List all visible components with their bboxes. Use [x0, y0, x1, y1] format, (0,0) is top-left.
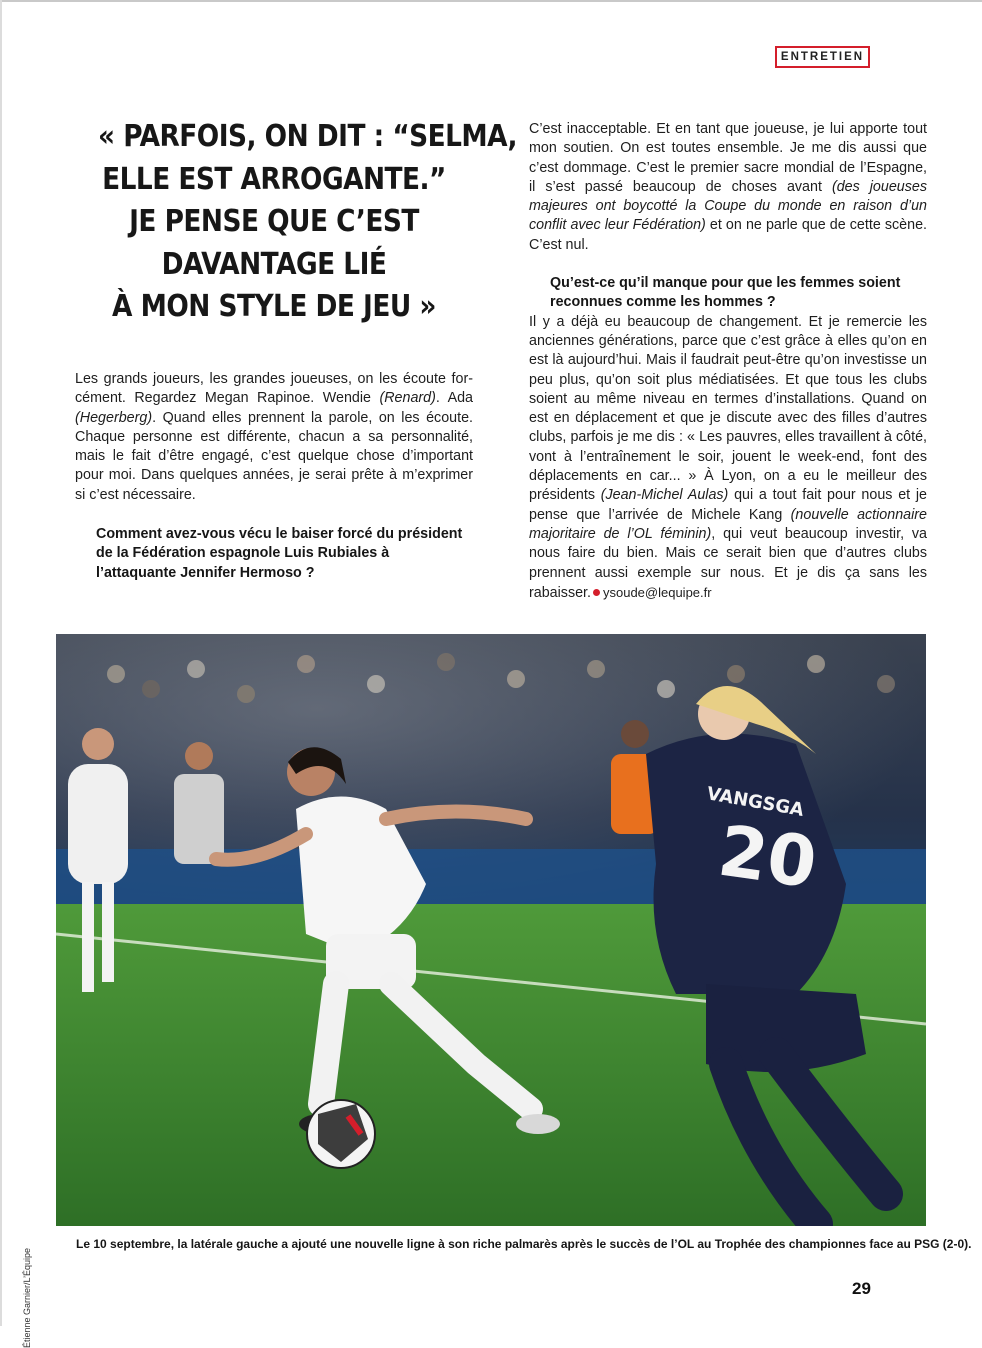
answer-paragraph	[75, 370, 473, 505]
page-top-border	[0, 0, 982, 2]
pull-quote	[98, 116, 518, 329]
text-run: , qui veut beaucoup investir, va nous faire du bien. Mais ce serait bien que d’autres clubs prennent aussi exemple sur nous. Et je dis ça sans les rabaisser.	[529, 525, 928, 601]
question-line: Qu’est-ce qu’il manque pour que les femmes soient	[550, 275, 901, 292]
text-run-italic: (nouvelle actionnaire majoritaire de l’OL féminin)	[529, 506, 928, 542]
match-photo-illustration	[56, 634, 926, 1226]
text-run: Les grands joueurs, les grandes joueuses, on les écoute for-	[75, 371, 473, 387]
text-run: et on ne parle que de cette scène. C’est nul.	[529, 217, 928, 253]
text-run-italic: (des joueuses majeures ont boycotté la Coupe du monde en raison d’un conflit avec leur Fédération)	[529, 178, 927, 234]
photo-credit-wrapper	[22, 1216, 142, 1348]
text-run: qui a tout fait pour nous et je pense que l’arrivée de Michele Kang	[529, 487, 927, 523]
pull-quote-line: JE PENSE QUE C’EST	[129, 204, 419, 239]
pull-quote-line: DAVANTAGE LIÉ	[161, 246, 387, 282]
answer-paragraph	[529, 120, 927, 255]
photo-caption: Le 10 septembre, la latérale gauche a ajouté une nouvelle ligne à son riche palmarès après le succès de l’OL au Trophée des championnes face au PSG (2-0).	[76, 1237, 972, 1251]
question-line: Comment avez-vous vécu le baiser forcé du président	[96, 526, 463, 543]
left-column	[75, 370, 473, 583]
page-number: 29	[852, 1279, 871, 1298]
interview-question	[75, 525, 473, 583]
text-run: . Ada	[435, 390, 474, 407]
photo-credit: Étienne Garnier/L’Équipe	[22, 1247, 32, 1348]
jersey-number: 20	[713, 809, 822, 905]
text-run: Il y a déjà eu beaucoup de changement. Et je remercie les anciennes générations, parce que c’est grâce à elles qu’on en est là aujourd’hui. Mais il faudrait peut-être qu’on investisse un peu plus, qu’on soit plus médiatisées. Et que tous les clubs soient au même niveau en termes d’installations. Quand on est en déplacement et que je discute avec des filles d’autres clubs, parfois je me dis : « Les pauvres, elles travaillent à côté, vont à l’entraînement le soir, jouent le week-end, font des déplacements en car... » À Lyon, on a eu le meilleur des présidents	[529, 313, 927, 504]
pull-quote-line: « PARFOIS, ON DIT : “SELMA,	[98, 119, 518, 154]
football	[307, 1100, 375, 1168]
text-run-italic: (Jean-Michel Aulas)	[600, 487, 729, 504]
question-line: de la Fédération espagnole Luis Rubiales à	[96, 545, 390, 562]
pull-quote-line: À MON STYLE DE JEU »	[112, 289, 436, 324]
jersey-name: VANGSGA	[705, 783, 806, 821]
pull-quote-line: ELLE EST ARROGANTE.”	[102, 161, 446, 197]
question-line: reconnues comme les hommes ?	[550, 294, 776, 311]
author-email: ysoude@lequipe.fr	[602, 584, 712, 600]
right-column	[529, 120, 927, 603]
page-left-border	[0, 0, 2, 1326]
answer-paragraph	[529, 313, 927, 603]
text-run: . Quand elles prennent la parole, on les écoute. Chaque personne est différente, chacun a sa personnalité, mais le fait d’être engagé, c’est quelque chose d’important pour moi. Dans quelques années, je serai prête à m’exprimer si c’est nécessaire.	[75, 409, 473, 503]
text-run: C’est inacceptable. Et en tant que joueuse, je lui apporte tout mon soutien. On est toutes ensemble. Je me dis aussi que c’est dommage. C’est le premier sacre mondial de l’Espagne, il s’est passé beaucoup de choses avant	[529, 121, 927, 195]
interview-question	[529, 274, 927, 313]
text-run: cément. Regardez Megan Rapinoe. Wendie	[75, 390, 380, 407]
text-run-italic: (Hegerberg)	[75, 409, 153, 426]
end-mark-dot	[593, 589, 600, 596]
question-line: l’attaquante Jennifer Hermoso ?	[96, 564, 315, 581]
match-photo	[56, 634, 926, 1226]
section-tag: ENTRETIEN	[775, 46, 870, 68]
text-run-italic: (Renard)	[379, 390, 436, 407]
